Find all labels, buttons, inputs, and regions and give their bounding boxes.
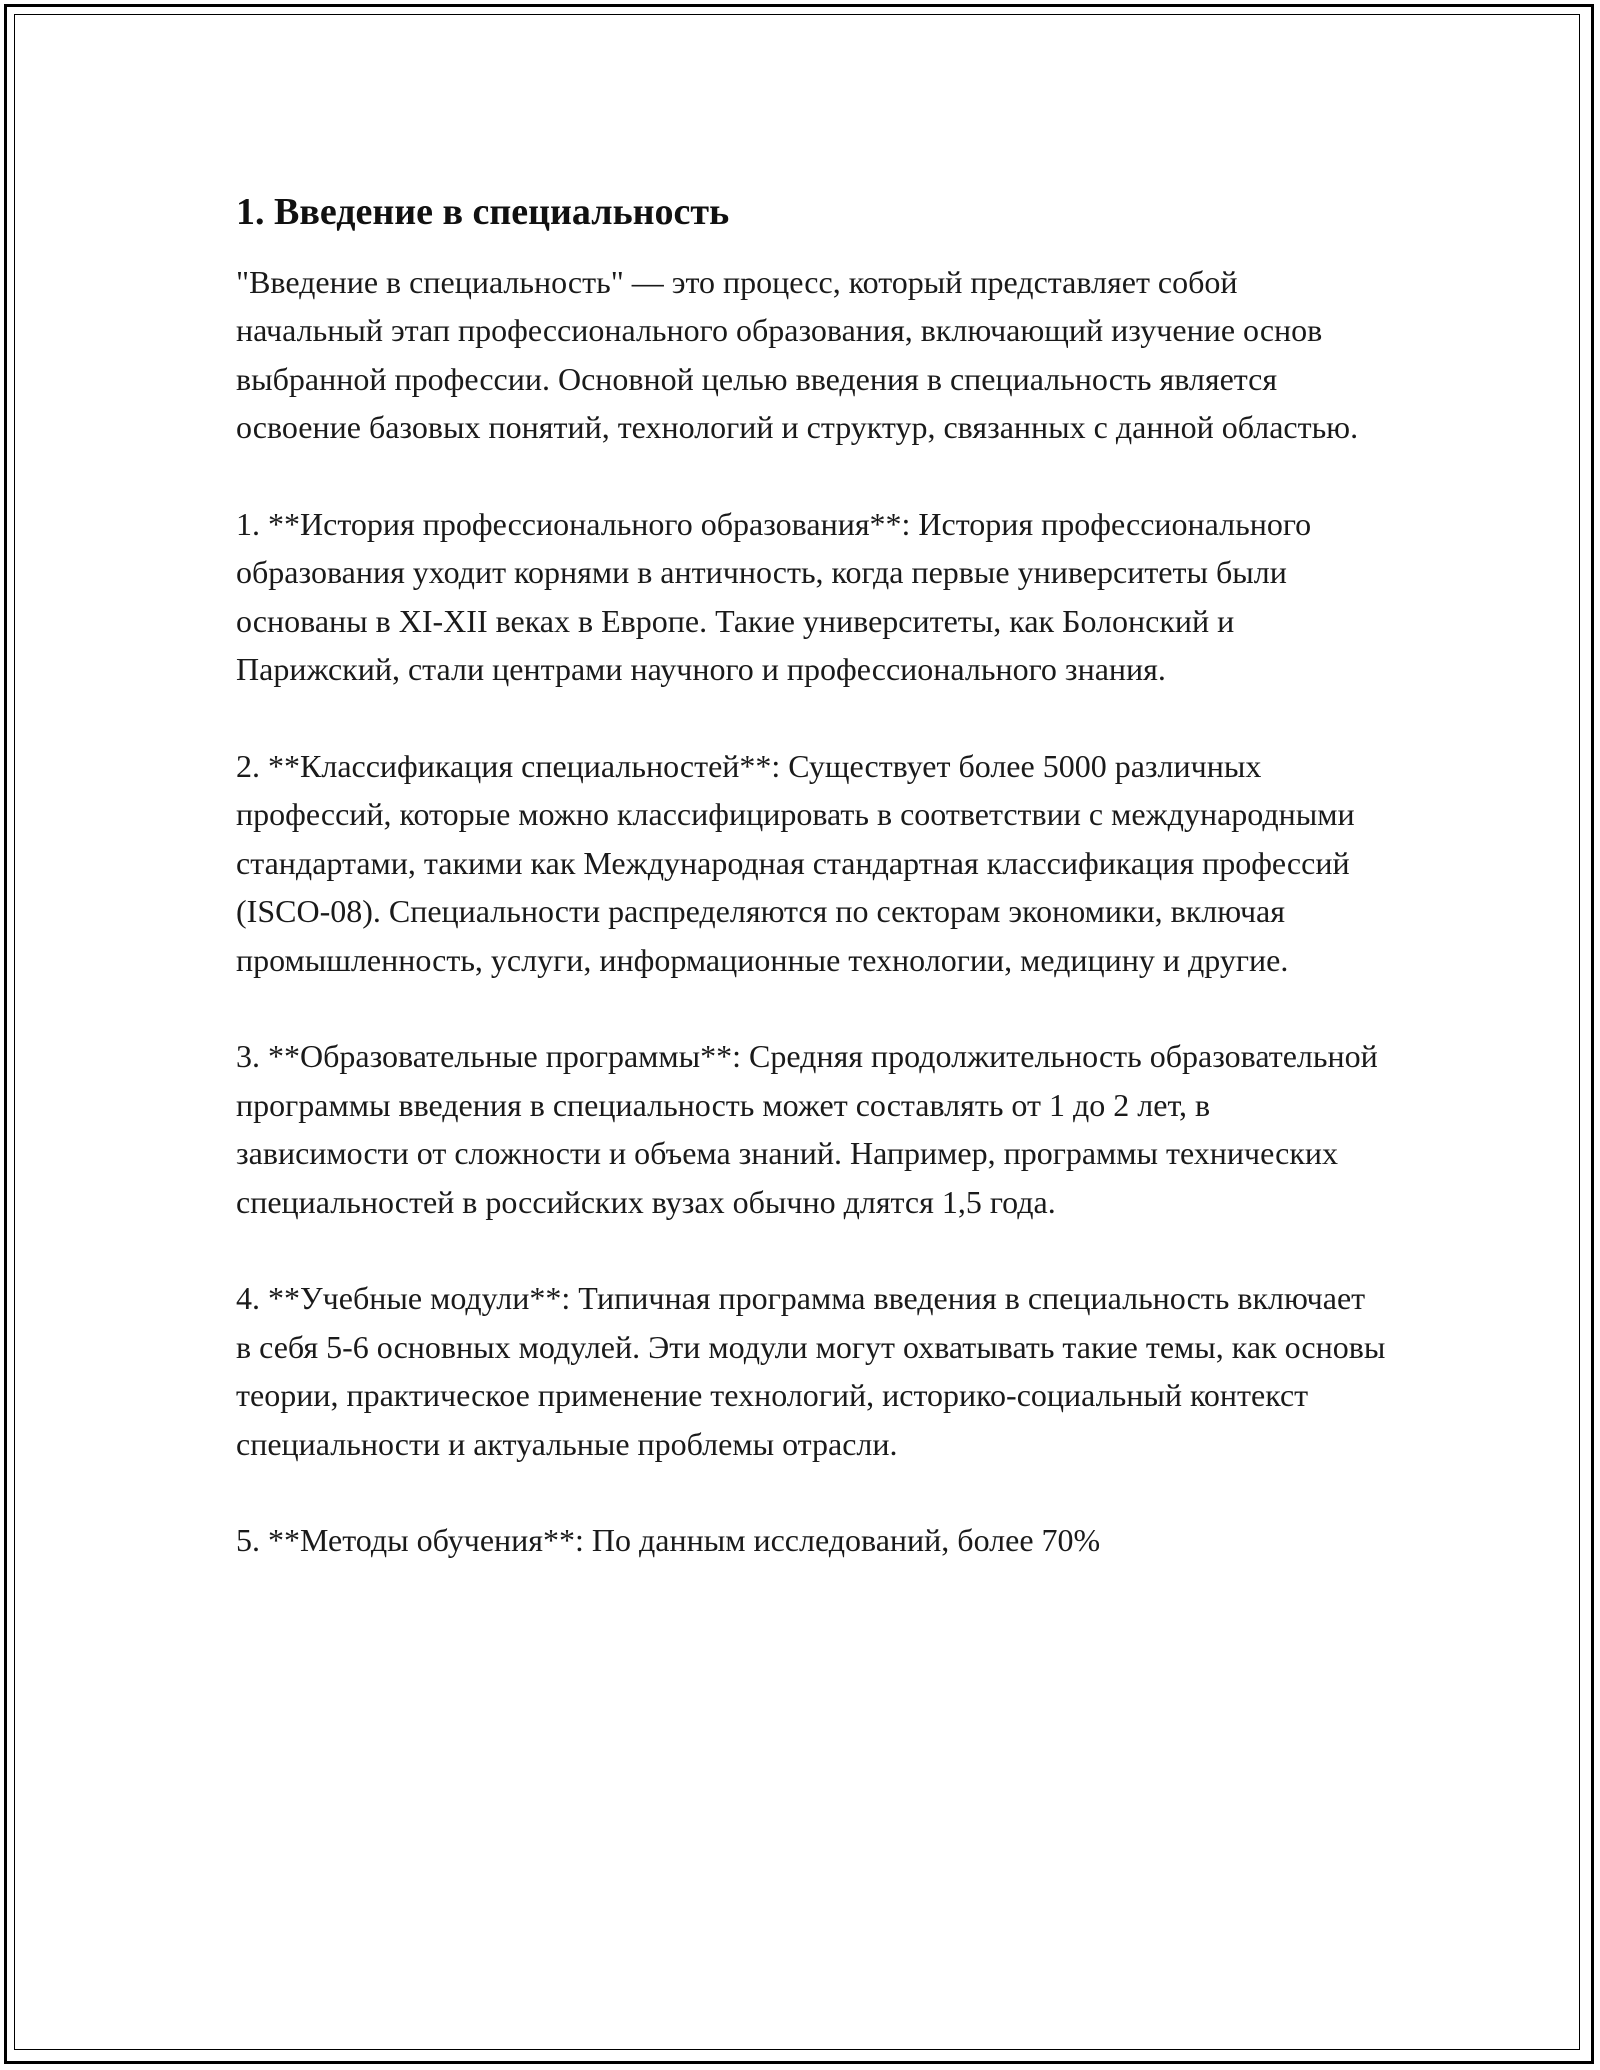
list-item-methods: 5. **Методы обучения**: По данным исследований, более 70%: [236, 1522, 1101, 1559]
list-item-classification: 2. **Классификация специальностей**: Существует более 5000 различных профессий, которые можно классифицировать в соответствии с международными стандартами, такими как Международная стандартная классификация профессий (ISCO-08). Специальности распределяются по секторам экономики, включая промышленность, услуги, информационные технологии, медицину и другие.: [236, 748, 1355, 978]
list-item-programs: 3. **Образовательные программы**: Средняя продолжительность образовательной программы введения в специальность может составлять от 1 до 2 лет, в зависимости от сложности и объема знаний. Например, программы технических специальностей в российских вузах обычно длятся 1,5 года.: [236, 1038, 1378, 1220]
section-heading: 1. Введение в специальность: [236, 191, 730, 233]
list-item-modules: 4. **Учебные модули**: Типичная программа введения в специальность включает в себя 5-6 основных модулей. Эти модули могут охватывать такие темы, как основы теории, практическое применение технологий, историко-социальный контекст специальности и актуальные проблемы отрасли.: [236, 1280, 1386, 1462]
document-body: [236, 186, 1386, 1565]
intro-paragraph: "Введение в специальность" — это процесс, который представляет собой начальный этап профессионального образования, включающий изучение основ выбранной профессии. Основной целью введения в специальность является освоение базовых понятий, технологий и структур, связанных с данной областью.: [236, 264, 1359, 446]
list-item-history: 1. **История профессионального образования**: История профессионального образования уходит корнями в античность, когда первые университеты были основаны в XI-XII веках в Европе. Такие университеты, как Болонский и Парижский, стали центрами научного и профессионального знания.: [236, 506, 1312, 688]
